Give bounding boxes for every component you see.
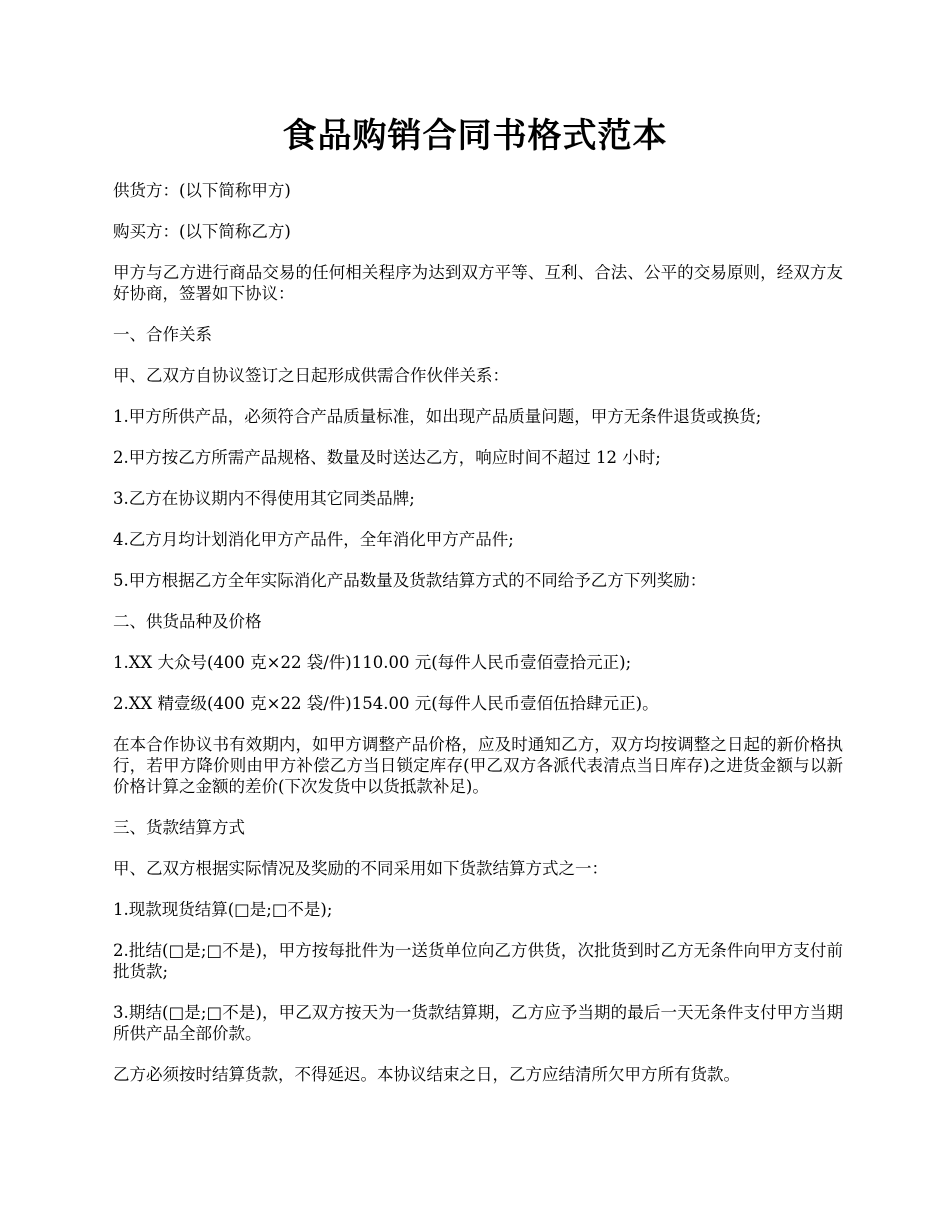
settlement-option: 3.期结(□是;□不是)，甲乙双方按天为一货款结算期，乙方应予当期的最后一天无条件支付甲方当期所供产品全部价款。 xyxy=(113,1003,843,1043)
section-heading-cooperation: 一、合作关系 xyxy=(113,325,212,344)
product-item: 2.XX 精壹级(400 克×22 袋/件)154.00 元(每件人民币壹佰伍拾肆元正)。 xyxy=(113,694,659,713)
clause-item: 5.甲方根据乙方全年实际消化产品数量及货款结算方式的不同给予乙方下列奖励： xyxy=(113,571,707,590)
clause-item: 1.甲方所供产品，必须符合产品质量标准，如出现产品质量问题，甲方无条件退货或换货; xyxy=(113,407,762,426)
price-adjustment-paragraph: 在本合作协议书有效期内，如甲方调整产品价格，应及时通知乙方，双方均按调整之日起的新价格执行，若甲方降价则由甲方补偿乙方当日锁定库存(甲乙双方各派代表清点当日库存)之进货金额与以新价格计算之金额的差价(下次发货中以货抵款补足)。 xyxy=(113,735,843,796)
paragraph: 甲、乙双方根据实际情况及奖励的不同采用如下货款结算方式之一： xyxy=(113,859,608,878)
product-item: 1.XX 大众号(400 克×22 袋/件)110.00 元(每件人民币壹佰壹拾元正); xyxy=(113,653,632,672)
buyer-line: 购买方：(以下简称乙方) xyxy=(113,222,291,241)
clause-item: 2.甲方按乙方所需产品规格、数量及时送达乙方，响应时间不超过 12 小时; xyxy=(113,448,661,467)
section-heading-products: 二、供货品种及价格 xyxy=(113,612,262,631)
supplier-line: 供货方：(以下简称甲方) xyxy=(113,181,291,200)
clause-item: 3.乙方在协议期内不得使用其它同类品牌; xyxy=(113,489,415,508)
page-title: 食品购销合同书格式范本 xyxy=(282,116,668,156)
preamble-paragraph: 甲方与乙方进行商品交易的任何相关程序为达到双方平等、互利、合法、公平的交易原则，经双方友好协商，签署如下协议： xyxy=(113,263,843,303)
clause-item: 4.乙方月均计划消化甲方产品件，全年消化甲方产品件; xyxy=(113,530,514,549)
settlement-option: 2.批结(□是;□不是)，甲方按每批件为一送货单位向乙方供货，次批货到时乙方无条件向甲方支付前批货款; xyxy=(113,941,843,981)
section-heading-settlement: 三、货款结算方式 xyxy=(113,818,245,837)
paragraph: 甲、乙双方自协议签订之日起形成供需合作伙伴关系： xyxy=(113,366,509,385)
document-body xyxy=(113,180,843,1105)
closing-paragraph: 乙方必须按时结算货款，不得延迟。本协议结束之日，乙方应结清所欠甲方所有货款。 xyxy=(113,1065,740,1084)
settlement-option: 1.现款现货结算(□是;□不是); xyxy=(113,900,333,919)
